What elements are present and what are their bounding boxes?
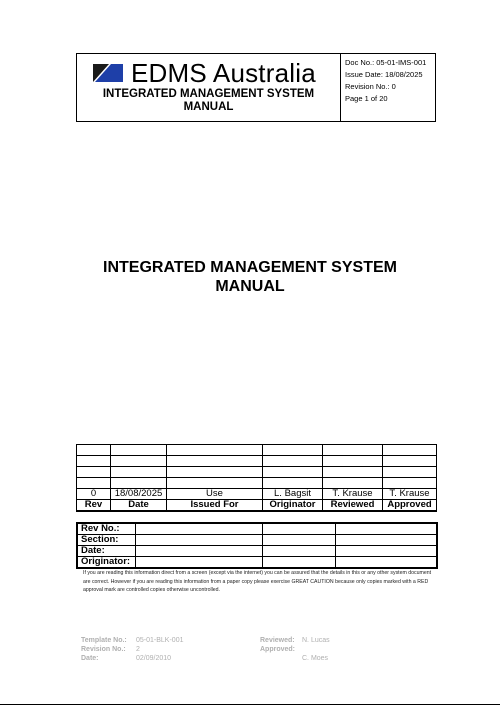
company-logo [91,60,316,86]
table-cell [263,467,323,478]
table-cell [135,523,262,535]
table-cell [383,445,437,456]
section-info-table [76,522,438,569]
table-row [77,557,437,569]
page-indicator: Page 1 of 20 [345,94,388,103]
template-spacer [297,636,299,645]
table-header-row [77,500,437,512]
column-header-rev: Rev [77,500,111,512]
table-cell [335,557,437,569]
table-cell [383,456,437,467]
table-cell [167,467,263,478]
table-cell [335,535,437,546]
column-header-date: Date [111,500,167,512]
table-cell [111,467,167,478]
table-cell [335,523,437,535]
revision-history-table [76,444,437,512]
template-spacer [302,645,362,654]
approved-cell: T. Krause [383,489,437,500]
table-cell [111,456,167,467]
table-cell [167,445,263,456]
table-cell [111,478,167,489]
issued-for-cell: Use [167,489,263,500]
page-bottom-rule [0,704,500,705]
issue-date: Issue Date: 18/08/2025 [345,70,423,79]
template-revision-value: 2 [136,646,140,653]
date-label: Date: [77,546,135,557]
column-header-approved: Approved [383,500,437,512]
table-row [77,445,437,456]
table-cell [77,478,111,489]
template-no-value: 05-01-BLK-001 [136,637,184,644]
template-labels [81,636,141,663]
rev-no-label: Rev No.: [77,523,135,535]
table-cell [262,523,335,535]
table-cell [77,467,111,478]
table-cell [323,478,383,489]
template-date-value: 02/09/2010 [136,655,172,662]
column-header-reviewed: Reviewed [323,500,383,512]
header-title [77,88,340,114]
table-cell [383,467,437,478]
table-row [77,467,437,478]
header-title-line1: INTEGRATED MANAGEMENT SYSTEM [102,88,315,100]
table-cell [263,445,323,456]
table-cell [263,478,323,489]
table-cell [77,456,111,467]
table-cell [135,535,262,546]
header-doc-info [341,54,435,121]
table-cell [383,478,437,489]
template-approved-value: C. Moes [302,655,329,662]
document-title [60,258,440,296]
doc-number: Doc No.: 05-01-IMS-001 [345,58,427,67]
template-approval-values [302,636,362,663]
table-row [77,546,437,557]
logo-text: EDMS Australia [131,58,316,88]
reviewed-cell: T. Krause [323,489,383,500]
column-header-originator: Originator [263,500,323,512]
table-cell [323,445,383,456]
column-header-issued-for: Issued For [167,500,263,512]
template-revision-label: Revision No.: [81,646,126,653]
table-cell [323,456,383,467]
table-cell [167,478,263,489]
document-title-line1: INTEGRATED MANAGEMENT SYSTEM [103,259,397,276]
document-title-line2: MANUAL [215,278,285,295]
table-row [77,478,437,489]
table-cell [262,546,335,557]
table-cell [323,467,383,478]
header-title-line2: MANUAL [183,101,234,113]
document-header [76,53,436,122]
table-cell [335,546,437,557]
header-logo-cell [77,54,341,121]
rev-cell: 0 [77,489,111,500]
table-cell [111,445,167,456]
table-row [77,489,437,500]
originator-cell: L. Bagsit [263,489,323,500]
section-label: Section: [77,535,135,546]
table-row [77,456,437,467]
table-row [77,523,437,535]
edms-logo-icon [91,62,125,84]
table-cell [263,456,323,467]
table-cell [262,557,335,569]
originator-label: Originator: [77,557,135,569]
template-values [136,636,216,663]
table-cell [262,535,335,546]
template-reviewed-label: Reviewed: [260,637,295,644]
template-no-label: Template No.: [81,637,127,644]
template-approved-label: Approved: [260,646,295,653]
table-cell [135,546,262,557]
template-reviewed-value: N. Lucas [302,637,330,644]
disclaimer-text: If you are reading this information direct from a screen (except via the internet) you can be assured that the details in this or any other system document are correct. However if you are reading this information from a paper copy please exercise GREAT CAUTION because only copies marked with a RED approval mark are controlled copies otherwise uncontrolled. [83,570,432,593]
table-cell [167,456,263,467]
template-date-label: Date: [81,655,99,662]
table-row [77,535,437,546]
revision-number: Revision No.: 0 [345,82,396,91]
date-cell: 18/08/2025 [111,489,167,500]
table-cell [77,445,111,456]
table-cell [135,557,262,569]
